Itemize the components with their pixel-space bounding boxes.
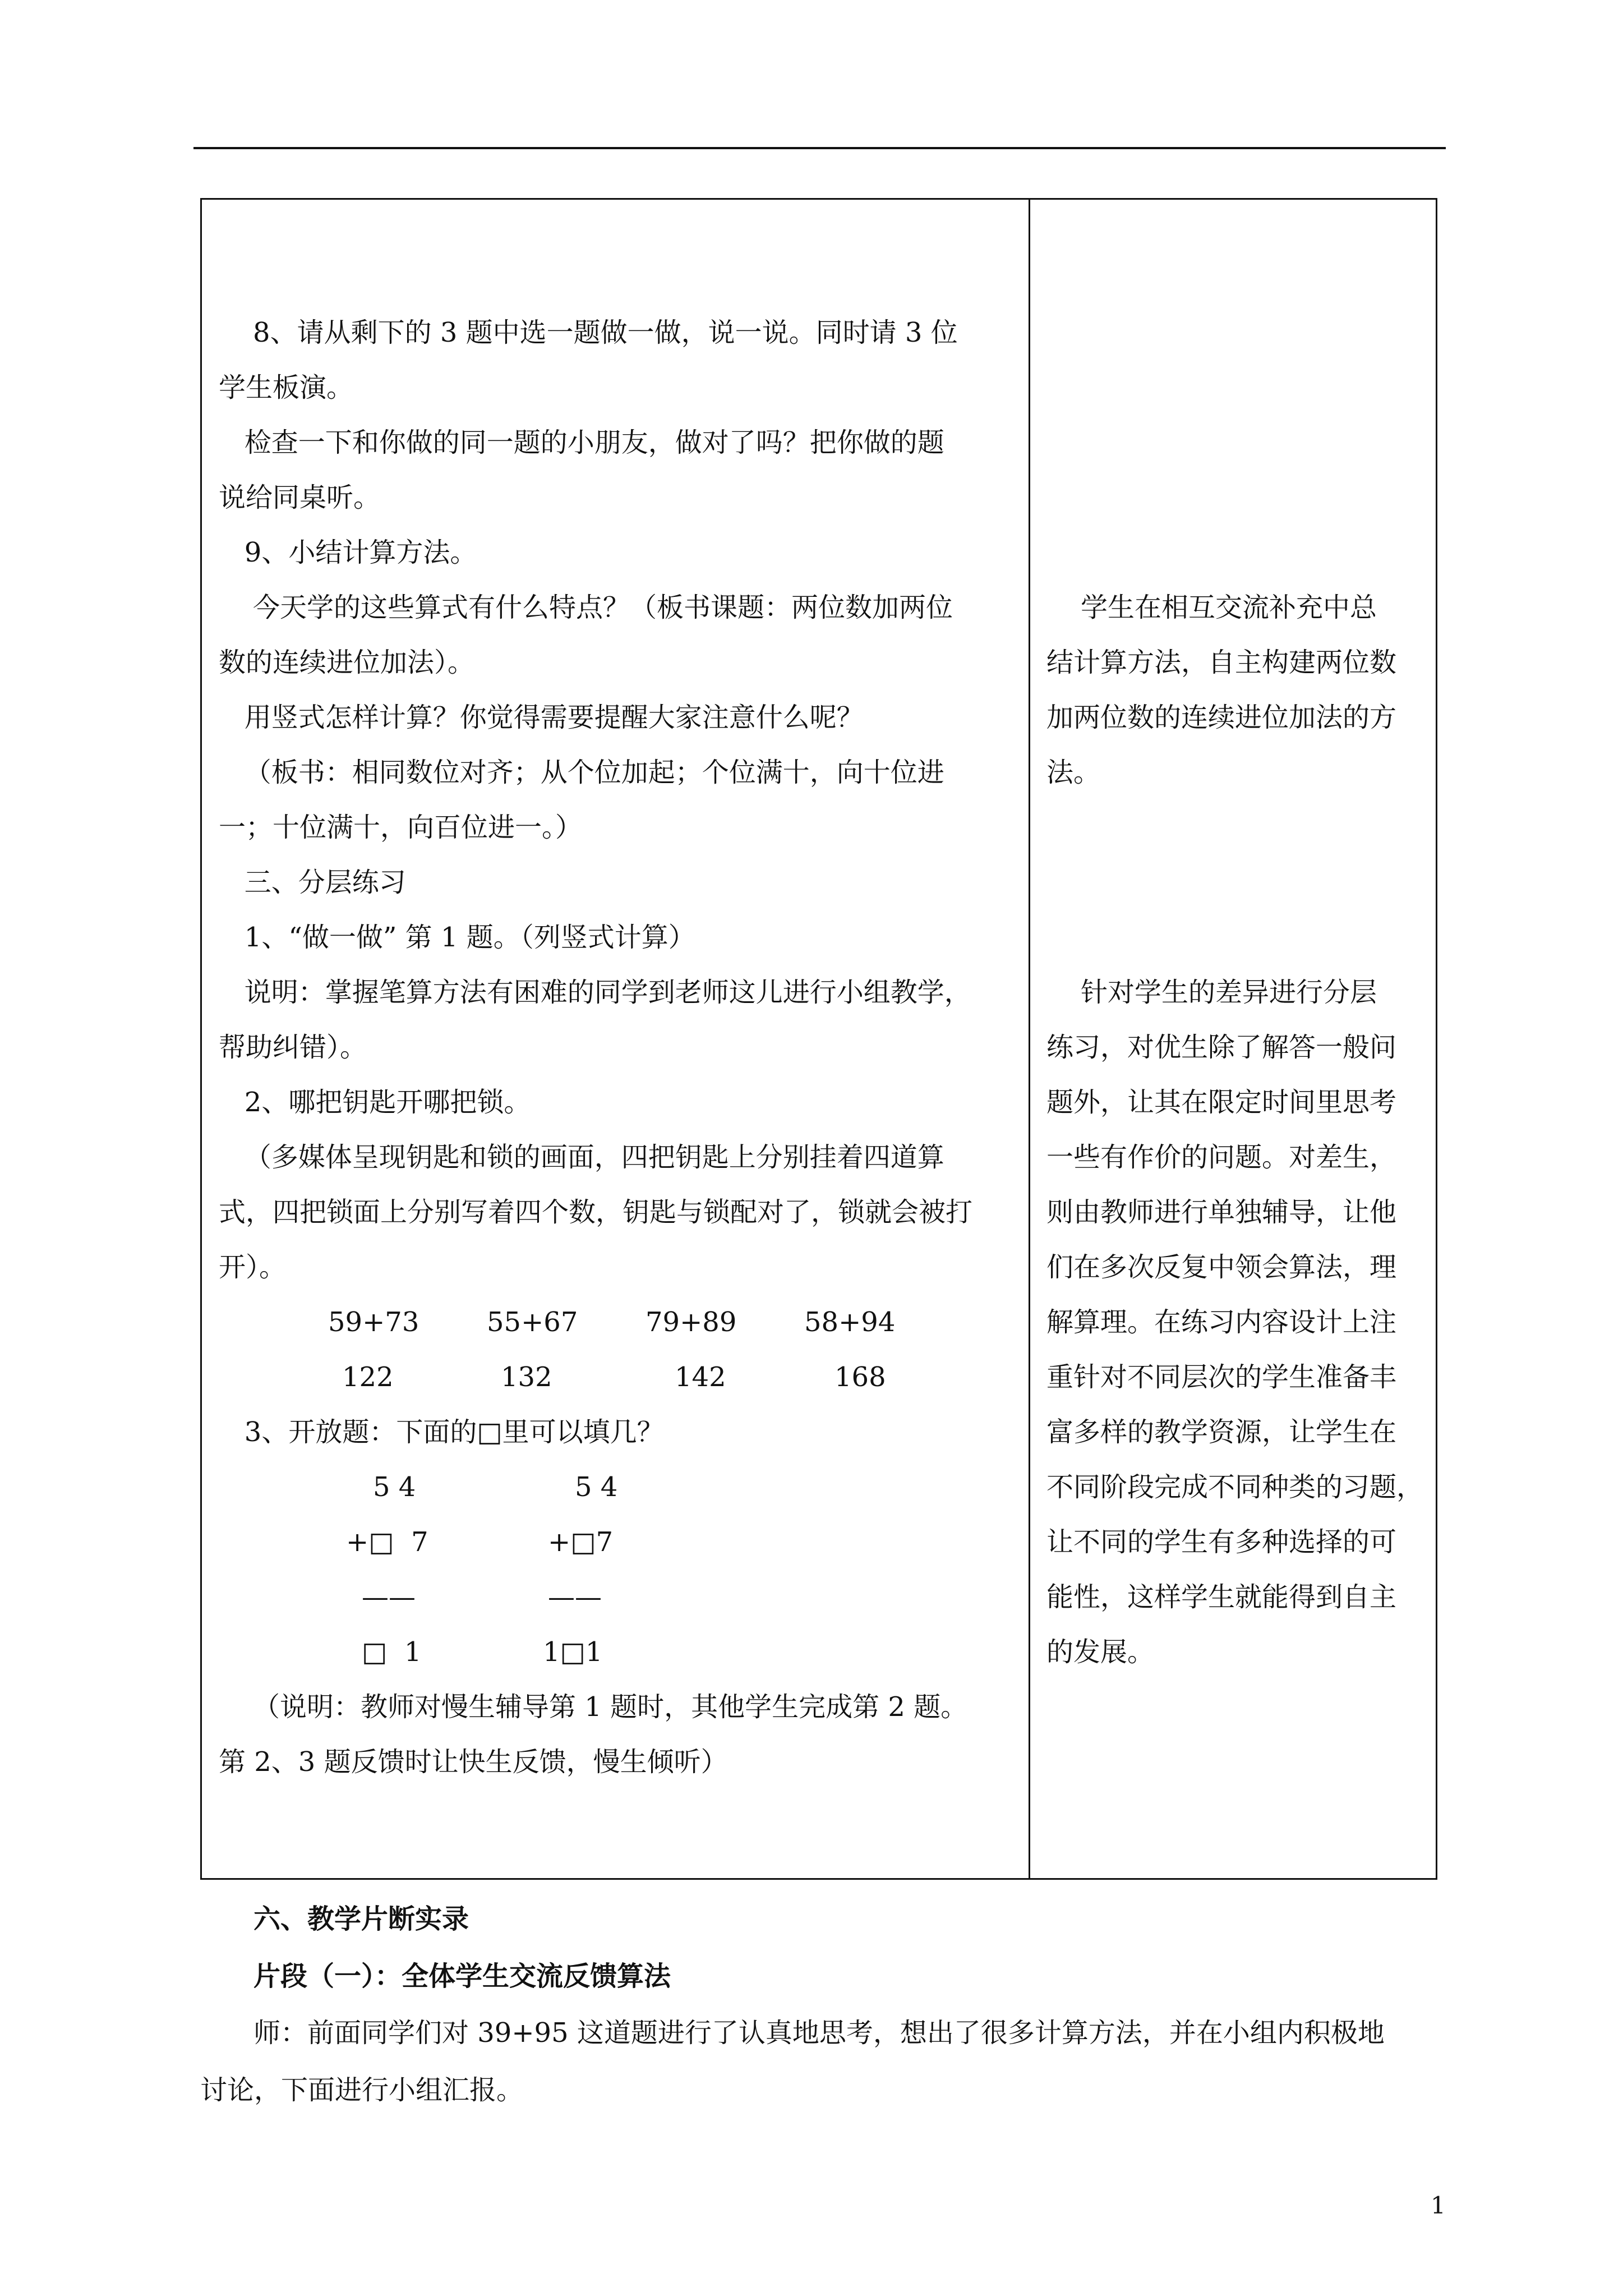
right-line: 富多样的教学资源，让学生在 (1046, 1416, 1397, 1448)
page-number: 1 (1431, 2192, 1446, 2219)
header-rule (193, 147, 1446, 149)
answer-number: 168 (834, 1361, 886, 1393)
right-line: 法。 (1046, 757, 1101, 788)
right-line: 能性，这样学生就能得到自主 (1046, 1581, 1397, 1613)
equation: 59+73 (328, 1306, 419, 1338)
left-line: 说明：掌握笔算方法有困难的同学到老师这儿进行小组教学， (219, 977, 971, 1008)
vertical-addition-2: +□7 (548, 1526, 614, 1558)
left-line: 检查一下和你做的同一题的小朋友，做对了吗？把你做的题 (219, 427, 944, 458)
section-subheading: 片段（一）：全体学生交流反馈算法 (253, 1961, 671, 1992)
left-line: 学生板演。 (219, 372, 354, 403)
left-line: 今天学的这些算式有什么特点？（板书课题：两位数加两位 (219, 592, 953, 623)
equation: 58+94 (804, 1306, 896, 1338)
vertical-addition-2: —— (548, 1581, 602, 1613)
left-line: 开）。 (219, 1251, 287, 1283)
left-line: 一；十位满十，向百位进一。） (219, 812, 583, 843)
right-line: 们在多次反复中领会算法，理 (1046, 1251, 1397, 1283)
answer-number: 132 (501, 1361, 552, 1393)
left-line: 2、哪把钥匙开哪把锁。 (219, 1087, 531, 1118)
note-line: 第 2、3 题反馈时让快生反馈，慢生倾听） (219, 1746, 728, 1778)
right-line: 重针对不同层次的学生准备丰 (1046, 1361, 1397, 1393)
paragraph-line: 讨论，下面进行小组汇报。 (200, 2074, 524, 2106)
right-line: 则由教师进行单独辅导，让他 (1046, 1197, 1397, 1228)
right-line: 让不同的学生有多种选择的可 (1046, 1526, 1397, 1558)
right-line: 题外，让其在限定时间里思考 (1046, 1087, 1397, 1118)
answer-number: 122 (342, 1361, 394, 1393)
paragraph-line: 师：前面同学们对 39+95 这道题进行了认真地思考，想出了很多计算方法，并在小组内积极地 (253, 2017, 1385, 2049)
left-line: 9、小结计算方法。 (219, 537, 477, 568)
right-line: 不同阶段完成不同种类的习题， (1046, 1471, 1424, 1503)
left-line: 帮助纠错）。 (219, 1032, 367, 1063)
vertical-addition-1: —— (362, 1581, 416, 1613)
right-line: 一些有作价的问题。对差生， (1046, 1142, 1397, 1173)
left-line: 三、分层练习 (219, 867, 406, 898)
left-line: 用竖式怎样计算？你觉得需要提醒大家注意什么呢？ (219, 702, 864, 733)
right-line: 学生在相互交流补充中总 (1046, 592, 1377, 623)
equation: 55+67 (487, 1306, 578, 1338)
right-line: 加两位数的连续进位加法的方 (1046, 702, 1397, 733)
right-line: 练习，对优生除了解答一般问 (1046, 1032, 1397, 1063)
right-line: 的发展。 (1046, 1636, 1155, 1668)
left-line: 8、请从剩下的 3 题中选一题做一做，说一说。同时请 3 位 (219, 317, 958, 348)
section-heading: 六、教学片断实录 (253, 1903, 469, 1935)
vertical-addition-1: □ 1 (362, 1636, 422, 1668)
left-line: 数的连续进位加法）。 (219, 647, 475, 678)
left-line: 式，四把锁面上分别写着四个数，钥匙与锁配对了，锁就会被打 (219, 1197, 973, 1228)
vertical-addition-1: +□ 7 (346, 1526, 428, 1558)
vertical-addition-2: 5 4 (575, 1471, 618, 1503)
left-line: 说给同桌听。 (219, 482, 381, 513)
equation: 79+89 (645, 1306, 737, 1338)
question-3: 3、开放题：下面的□里可以填几？ (219, 1416, 664, 1448)
left-line: 1、“做一做” 第 1 题。（列竖式计算） (219, 922, 695, 953)
answer-number: 142 (675, 1361, 726, 1393)
right-line: 针对学生的差异进行分层 (1046, 977, 1377, 1008)
right-line: 结计算方法，自主构建两位数 (1046, 647, 1397, 678)
note-line: （说明：教师对慢生辅导第 1 题时，其他学生完成第 2 题。 (219, 1691, 968, 1723)
right-line: 解算理。在练习内容设计上注 (1046, 1306, 1397, 1338)
left-line: （板书：相同数位对齐；从个位加起；个位满十，向十位进 (219, 757, 944, 788)
lesson-table (200, 198, 1437, 1880)
vertical-addition-2: 1□1 (543, 1636, 603, 1668)
vertical-addition-1: 5 4 (373, 1471, 416, 1503)
left-line: （多媒体呈现钥匙和锁的画面，四把钥匙上分别挂着四道算 (219, 1142, 944, 1173)
column-divider (1029, 200, 1030, 1878)
